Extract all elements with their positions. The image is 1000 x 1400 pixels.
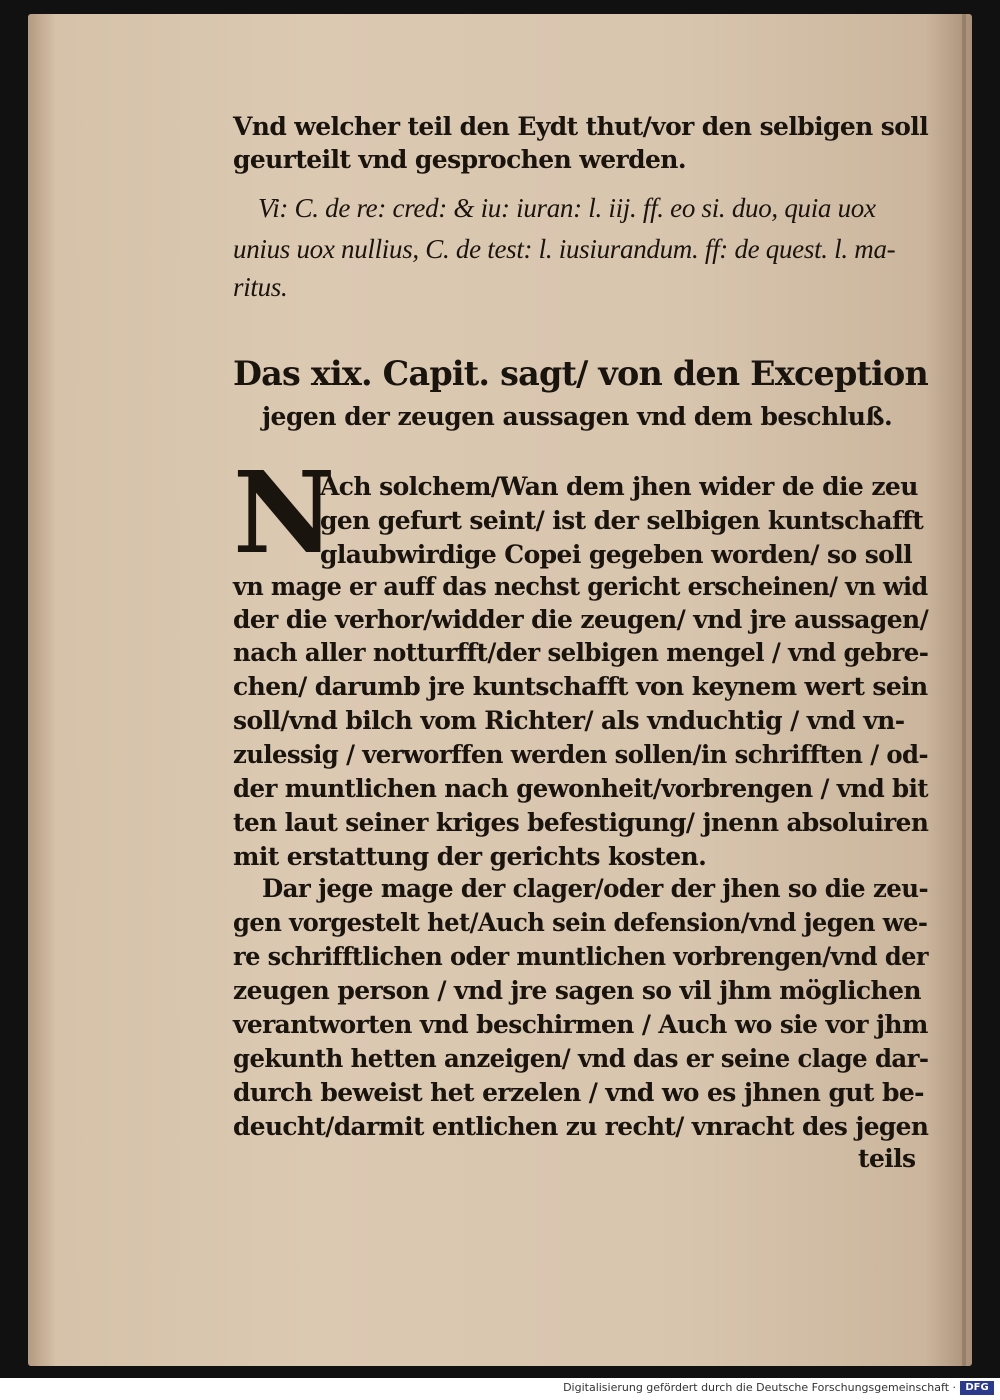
catchword: teils (858, 1144, 916, 1173)
text-line: gen vorgestelt het/Auch sein defension/vnd jegen we- (233, 908, 928, 937)
text-line: der die verhor/widder die zeugen/ vnd jre aussagen/ (233, 605, 929, 634)
latin-citation-line: Vi: C. de re: cred: & iu: iuran: l. iij. ff. eo si. duo, quia uox (258, 193, 876, 223)
chapter-subheading: jegen der zeugen aussagen vnd dem beschluß. (262, 402, 893, 431)
text-line: chen/ darumb jre kuntschafft von keynem wert sein (233, 672, 928, 701)
text-line: Vnd welcher teil den Eydt thut/vor den selbigen soll (233, 112, 929, 141)
text-line: glaubwirdige Copei gegeben worden/ so soll (320, 540, 913, 569)
text-line: Dar jege mage der clager/oder der jhen so die zeu- (262, 874, 929, 903)
text-line: der muntlichen nach gewonheit/vorbrengen / vnd bit (233, 774, 928, 803)
footer-credit: Digitalisierung gefördert durch die Deutsche Forschungsgemeinschaft · (563, 1381, 956, 1394)
text-line: ten laut seiner kriges befestigung/ jnenn absoluiren (233, 808, 929, 837)
text-line: geurteilt vnd gesprochen werden. (233, 145, 686, 174)
latin-citation-line: unius uox nullius, C. de test: l. iusiurandum. ff: de quest. l. ma- (233, 234, 896, 264)
text-line: Ach solchem/Wan dem jhen wider de die zeu (320, 472, 918, 501)
text-line: durch beweist het erzelen / vnd wo es jhnen gut be- (233, 1078, 924, 1107)
text-line: deucht/darmit entlichen zu recht/ vnracht des jegen (233, 1112, 929, 1141)
dfg-logo-icon: DFG (960, 1381, 994, 1395)
text-line: zulessig / verworffen werden sollen/in schrifften / od- (233, 740, 928, 769)
text-line: vn mage er auff das nechst gericht erscheinen/ vn wid (233, 572, 928, 601)
text-line: re schrifftlichen oder muntlichen vorbrengen/vnd der (233, 942, 928, 971)
text-line: mit erstattung der gerichts kosten. (233, 842, 707, 871)
text-line: zeugen person / vnd jre sagen so vil jhm möglichen (233, 976, 921, 1005)
chapter-heading: Das xix. Capit. sagt/ von den Exception (233, 354, 929, 394)
footer-bar (0, 1378, 1000, 1400)
text-line: nach aller notturfft/der selbigen mengel / vnd gebre- (233, 638, 929, 667)
text-line: gekunth hetten anzeigen/ vnd das er seine clage dar- (233, 1044, 929, 1073)
text-line: gen gefurt seint/ ist der selbigen kuntschafft (320, 506, 924, 535)
decorated-initial: N (233, 448, 336, 579)
latin-citation-line: ritus. (233, 272, 288, 302)
text-line: soll/vnd bilch vom Richter/ als vnduchtig / vnd vn- (233, 706, 905, 735)
text-line: verantworten vnd beschirmen / Auch wo sie vor jhm (233, 1010, 928, 1039)
